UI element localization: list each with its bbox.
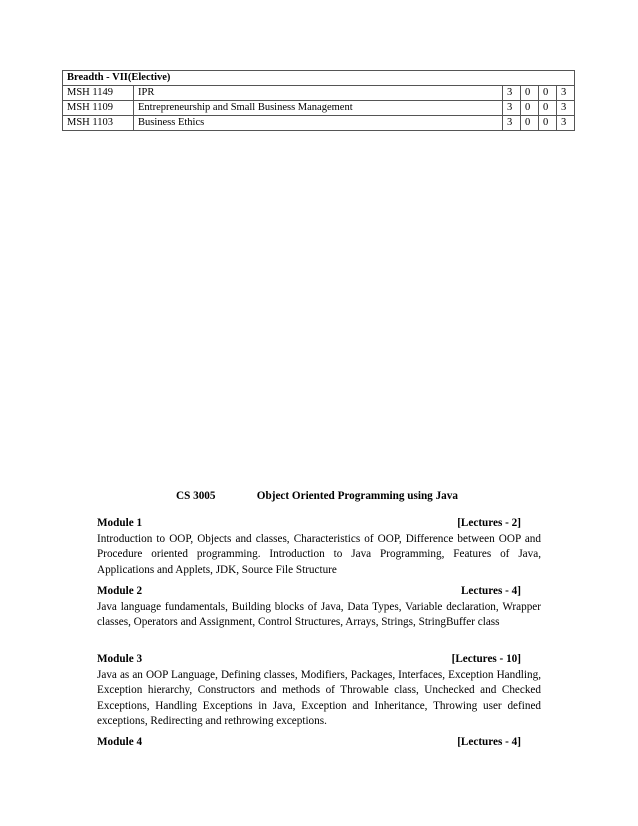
module-2 [97, 584, 541, 631]
table-row [63, 86, 575, 101]
table-row [63, 101, 575, 116]
credit-cell: 3 [557, 101, 575, 116]
course-title-cell: Business Ethics [134, 116, 503, 131]
table-heading: Breadth - VII(Elective) [63, 71, 575, 86]
elective-table-wrapper [62, 70, 575, 131]
credit-cell: 3 [557, 116, 575, 131]
practical-cell: 0 [539, 101, 557, 116]
module-name: Module 2 [97, 585, 143, 597]
module-name: Module 4 [97, 736, 143, 748]
module-lectures: Lectures - 4] [460, 585, 521, 597]
table-header-row [63, 71, 575, 86]
module-header [97, 652, 541, 668]
course-code-cell: MSH 1109 [63, 101, 134, 116]
course-heading [176, 490, 458, 502]
module-1 [97, 516, 541, 578]
lecture-cell: 3 [503, 116, 521, 131]
practical-cell: 0 [539, 86, 557, 101]
module-4 [97, 735, 541, 751]
lecture-cell: 3 [503, 86, 521, 101]
module-header [97, 516, 541, 532]
module-lectures: [Lectures - 2] [457, 517, 521, 529]
module-lectures: [Lectures - 10] [451, 653, 521, 665]
course-title-cell: IPR [134, 86, 503, 101]
course-title: Object Oriented Programming using Java [256, 490, 458, 502]
tutorial-cell: 0 [521, 86, 539, 101]
course-code-cell: MSH 1149 [63, 86, 134, 101]
module-description: Introduction to OOP, Objects and classes, Characteristics of OOP, Difference between OOP and Procedure oriented programming. Introduction to Java Programming, Features of Java, Applications and Applets, JDK, Source File Structure [97, 532, 541, 576]
module-description: Java language fundamentals, Building blocks of Java, Data Types, Variable declaration, Wrapper classes, Operators and Assignment, Control Structures, Arrays, Strings, StringBuffer class [97, 600, 541, 629]
practical-cell: 0 [539, 116, 557, 131]
course-code-cell: MSH 1103 [63, 116, 134, 131]
table-row [63, 116, 575, 131]
module-lectures: [Lectures - 4] [457, 736, 521, 748]
tutorial-cell: 0 [521, 116, 539, 131]
module-description: Java as an OOP Language, Defining classes, Modifiers, Packages, Interfaces, Exception Handling, Exception hierarchy, Constructors and methods of Throwable class, Unchecked and Checked Exceptions, Handling Exceptions in Java, Exception and Inheritance, Throwing user defined exceptions, Redirecting and rethrowing exceptions. [97, 668, 541, 728]
tutorial-cell: 0 [521, 101, 539, 116]
elective-table [62, 70, 575, 131]
lecture-cell: 3 [503, 101, 521, 116]
module-name: Module 1 [97, 517, 143, 529]
course-title-cell: Entrepreneurship and Small Business Management [134, 101, 503, 116]
module-header [97, 735, 541, 751]
credit-cell: 3 [557, 86, 575, 101]
module-3 [97, 652, 541, 730]
module-header [97, 584, 541, 600]
module-name: Module 3 [97, 653, 143, 665]
course-code: CS 3005 [176, 490, 216, 502]
